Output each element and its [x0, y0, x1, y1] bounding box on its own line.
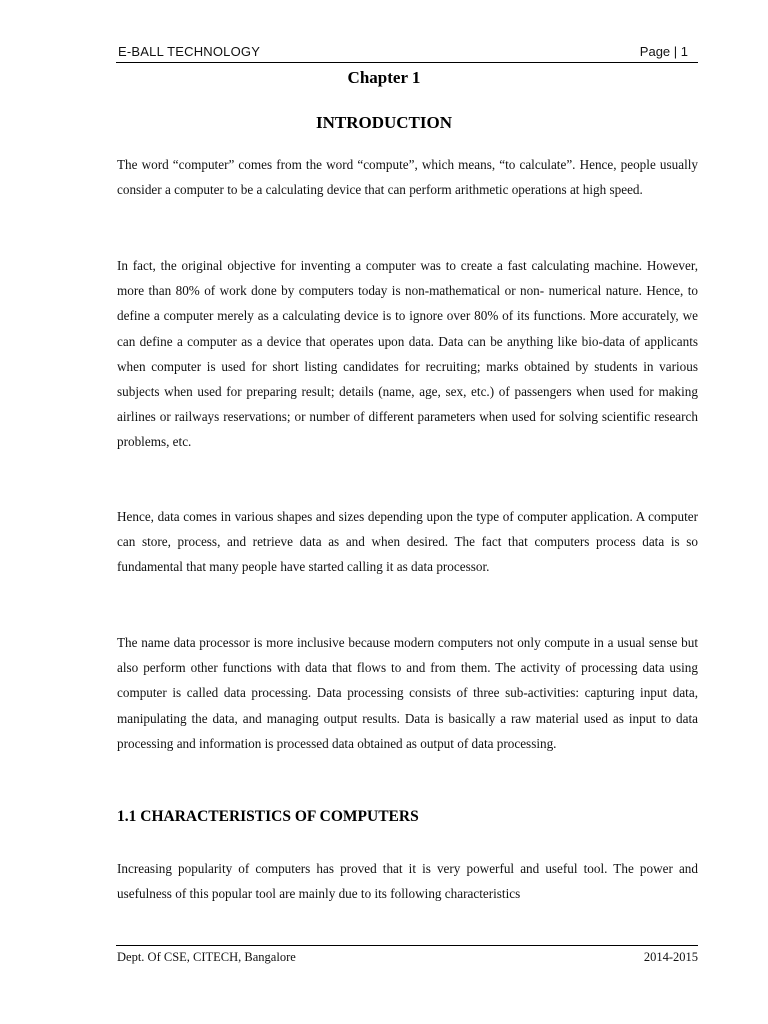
paragraph-3: Hence, data comes in various shapes and sizes depending upon the type of computer application. A computer can store, process, and retrieve data as and when desired. The fact that computers process data is so fundamental that many people have started calling it as data processor.: [117, 509, 698, 575]
header-title: E-BALL TECHNOLOGY: [118, 44, 261, 59]
paragraph-1: The word “computer” comes from the word “compute”, which means, “to calculate”. Hence, people usually consider a computer to be a calculating device that can perform arithmetic operations at high speed.: [117, 157, 698, 198]
section-paragraph: Increasing popularity of computers has proved that it is very powerful and useful tool. The power and usefulness of this popular tool are mainly due to its following characteristics: [117, 861, 698, 902]
page-footer: [116, 945, 698, 968]
footer-year: 2014-2015: [643, 950, 698, 964]
page-header: [116, 42, 698, 63]
paragraph-2: In fact, the original objective for inventing a computer was to create a fast calculating machine. However, more than 80% of work done by computers today is non-mathematical or non- numerical nature. Hence, to define a computer merely as a calculating device is to ignore over 80% of its functions. More accurately, we can define a computer as a device that operates upon data. Data can be anything like bio-data of applicants when computer is used for short listing candidates for recruiting; marks obtained by students in various subjects when used for preparing result; details (name, age, sex, etc.) of passengers when used for making airlines or railways reservations; or number of different parameters when used for solving scientific research problems, etc.: [117, 258, 698, 450]
paragraph-4: The name data processor is more inclusive because modern computers not only compute in a usual sense but also perform other functions with data that flows to and from them. The activity of processing data using computer is called data processing. Data processing consists of three sub-activities: capturing input data, manipulating the data, and managing output results. Data is basically a raw material used as input to data processing and information is processed data obtained as output of data processing.: [117, 635, 698, 751]
page-number: Page | 1: [639, 44, 688, 59]
footer-department: Dept. Of CSE, CITECH, Bangalore: [117, 950, 296, 964]
page-title: INTRODUCTION: [315, 113, 453, 132]
chapter-label: Chapter 1: [347, 68, 421, 87]
section-heading: 1.1 CHARACTERISTICS OF COMPUTERS: [117, 808, 419, 825]
